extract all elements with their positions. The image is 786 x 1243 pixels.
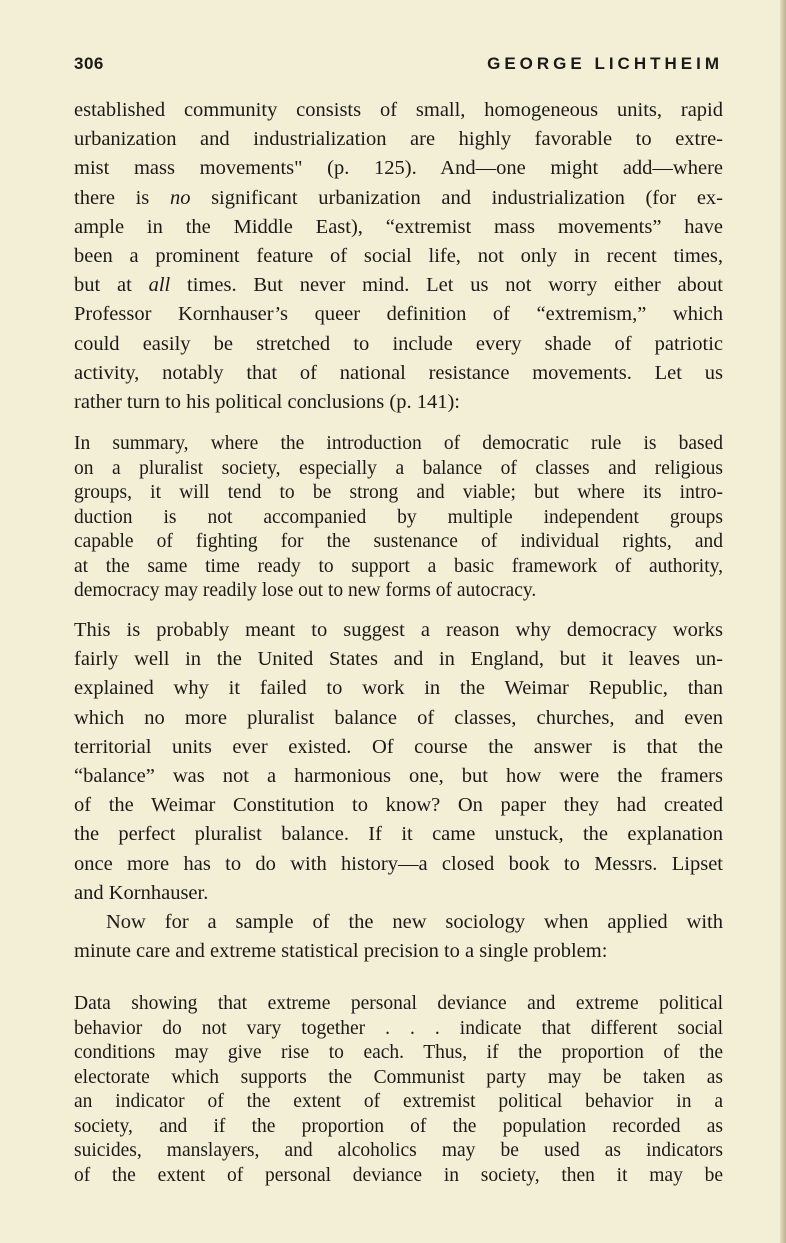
text-line: ample in the Middle East), “extremist mass movements” have bbox=[74, 215, 723, 238]
quote-line: of the extent of personal deviance in society, then it may be bbox=[74, 1164, 723, 1186]
text-line: Professor Kornhauser’s queer definition of “extremism,” which bbox=[74, 303, 723, 326]
text-line: been a prominent feature of social life, not only in recent times, bbox=[74, 245, 723, 268]
text-line: activity, notably that of national resistance movements. Let us bbox=[74, 361, 723, 384]
quote-line: an indicator of the extent of extremist political behavior in a bbox=[74, 1091, 723, 1112]
quote-line: behavior do not vary together . . . indicate that different social bbox=[74, 1017, 723, 1039]
page-number: 306 bbox=[74, 54, 104, 73]
quote-line: In summary, where the introduction of democratic rule is based bbox=[74, 433, 723, 454]
quote-line: society, and if the proportion of the population recorded as bbox=[74, 1115, 723, 1137]
quote-line: suicides, manslayers, and alcoholics may be used as indicators bbox=[74, 1140, 723, 1161]
text-line: there is no significant urbanization and industrialization (for ex- bbox=[74, 186, 723, 209]
text-line: territorial units ever existed. Of course the answer is that the bbox=[74, 735, 723, 758]
text-line: rather turn to his political conclusions (p. 141): bbox=[74, 391, 461, 414]
text-line: This is probably meant to suggest a reason why democracy works bbox=[74, 619, 723, 641]
text-line: mist mass movements" (p. 125). And—one might add—where bbox=[74, 157, 723, 180]
quote-line: at the same time ready to support a basic framework of authority, bbox=[74, 555, 723, 577]
text-line: “balance” was not a harmonious one, but how were the framers bbox=[74, 765, 723, 788]
text-line: but at all times. But never mind. Let us not worry either about bbox=[74, 274, 723, 297]
paragraph-2 bbox=[74, 616, 723, 908]
paragraph-3 bbox=[74, 908, 723, 966]
block-quote-2 bbox=[74, 992, 723, 1188]
text-line: which no more pluralist balance of classes, churches, and even bbox=[74, 706, 723, 729]
text-line: and Kornhauser. bbox=[74, 881, 209, 904]
text-line: could easily be stretched to include every shade of patriotic bbox=[74, 332, 723, 355]
quote-line: electorate which supports the Communist party may be taken as bbox=[74, 1066, 723, 1088]
text-line: fairly well in the United States and in England, but it leaves un- bbox=[74, 648, 723, 671]
quote-line: conditions may give rise to each. Thus, if the proportion of the bbox=[74, 1042, 723, 1063]
text-line: explained why it failed to work in the Weimar Republic, than bbox=[74, 677, 723, 700]
running-head: GEORGE LICHTHEIM bbox=[487, 54, 723, 73]
text-line: established community consists of small, homogeneous units, rapid bbox=[74, 99, 723, 121]
text-line: Now for a sample of the new sociology when applied with bbox=[106, 911, 723, 933]
text-line: minute care and extreme statistical precision to a single problem: bbox=[74, 940, 608, 963]
quote-line: groups, it will tend to be strong and viable; but where its intro- bbox=[74, 482, 723, 503]
text-line: once more has to do with history—a closed book to Messrs. Lipset bbox=[74, 852, 723, 875]
text-line: urbanization and industrialization are highly favorable to extre- bbox=[74, 128, 723, 151]
quote-line: Data showing that extreme personal deviance and extreme political bbox=[74, 993, 723, 1014]
quote-line: capable of fighting for the sustenance of individual rights, and bbox=[74, 531, 723, 552]
paragraph-1 bbox=[74, 96, 723, 417]
quote-line: on a pluralist society, especially a balance of classes and religious bbox=[74, 457, 723, 479]
block-quote-1 bbox=[74, 432, 723, 604]
quote-line: duction is not accompanied by multiple independent groups bbox=[74, 506, 723, 528]
page-edge-shadow bbox=[780, 0, 786, 1243]
text-line: of the Weimar Constitution to know? On paper they had created bbox=[74, 794, 723, 817]
page-header bbox=[74, 54, 723, 80]
quote-line: democracy may readily lose out to new forms of autocracy. bbox=[74, 580, 537, 601]
text-line: the perfect pluralist balance. If it came unstuck, the explanation bbox=[74, 823, 723, 846]
